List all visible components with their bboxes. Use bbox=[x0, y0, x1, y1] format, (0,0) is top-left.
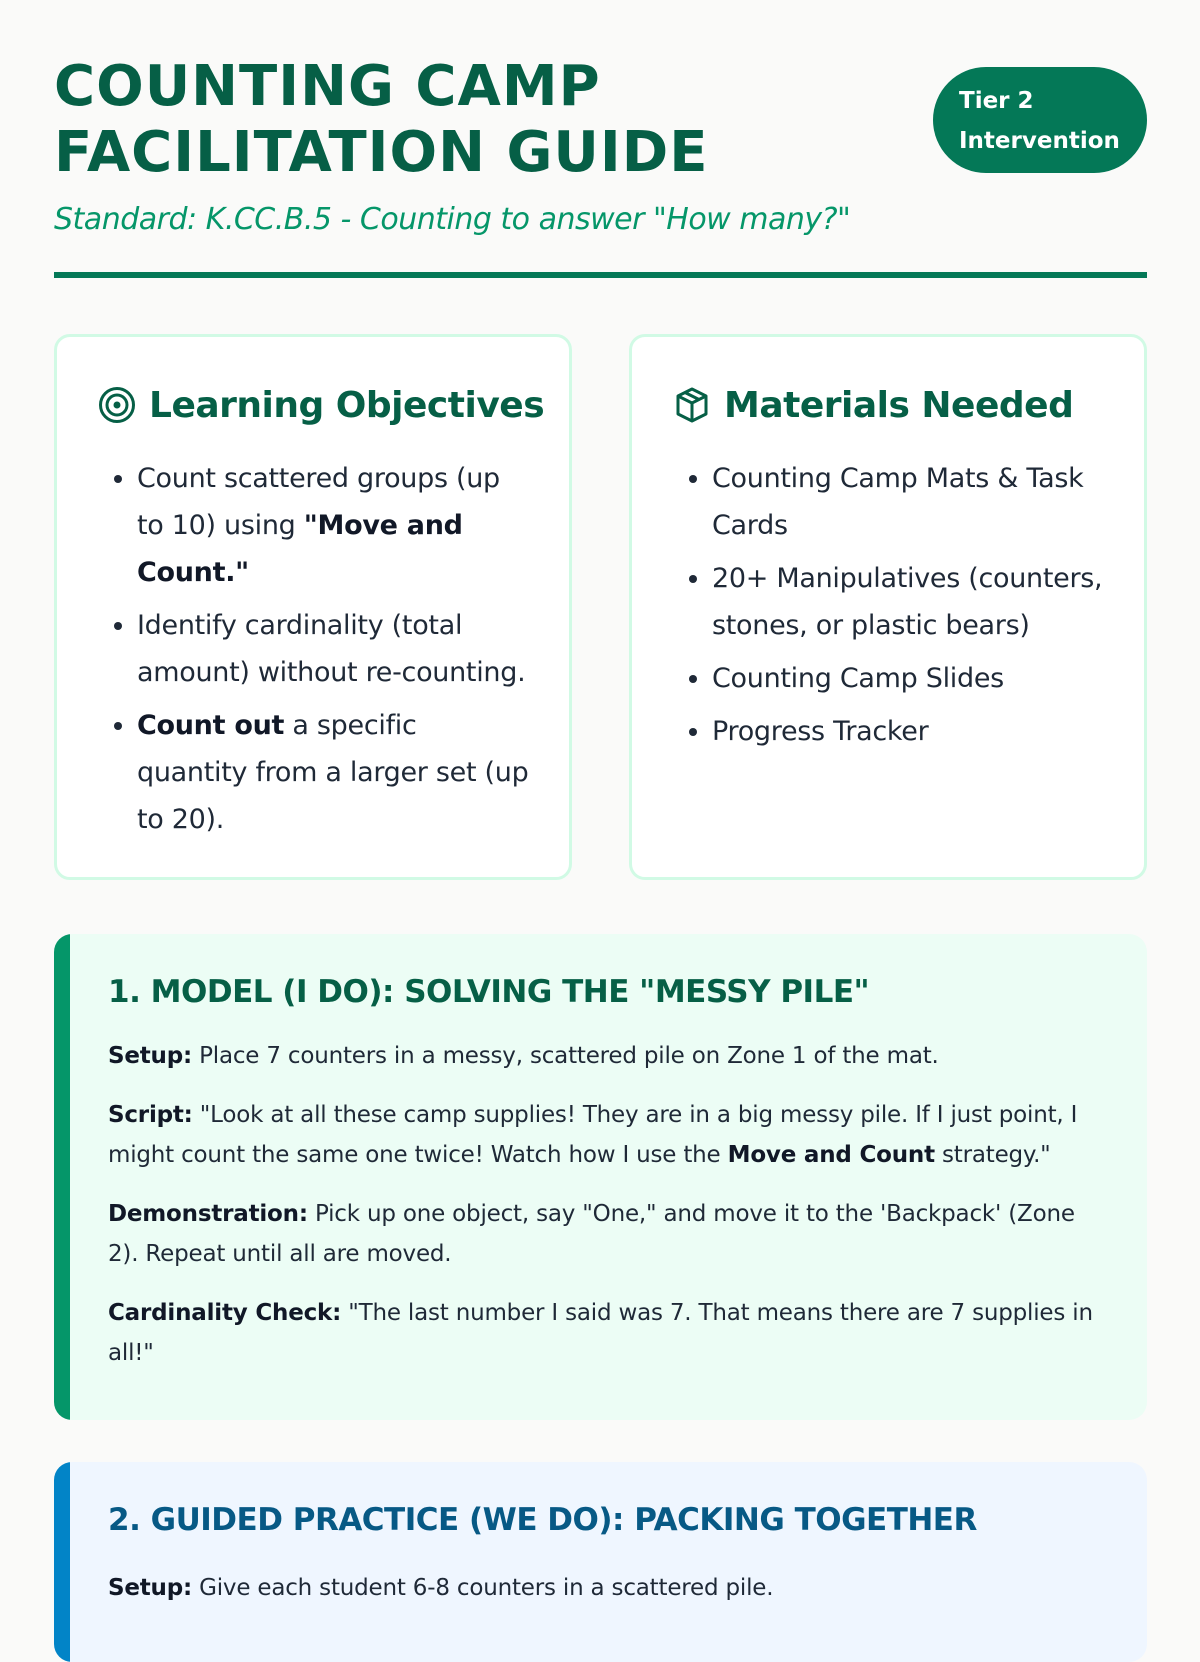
guided-section bbox=[54, 1462, 1147, 1662]
objectives-title: Learning Objectives bbox=[149, 384, 545, 426]
guide-page bbox=[54, 0, 1147, 1601]
material-item: • Counting Camp Mats & Task Cards bbox=[712, 455, 1104, 549]
info-cards bbox=[54, 334, 1147, 880]
material-item: • Counting Camp Slides bbox=[712, 655, 1104, 702]
materials-header bbox=[672, 377, 1104, 433]
model-script: Script: "Look at all these camp supplies! They are in a big messy pile. If I just point, I might count the same one twice! Watch how I use the Move and Count strategy." bbox=[108, 1102, 1078, 1168]
model-section bbox=[54, 934, 1147, 1420]
guide-header bbox=[54, 0, 1147, 282]
guided-setup: Setup: Give each student 6-8 counters in a scattered pile. bbox=[108, 1575, 774, 1601]
box-icon bbox=[672, 385, 712, 425]
model-demonstration: Demonstration: Pick up one object, say "One," and move it to the 'Backpack' (Zone 2). Repeat until all are moved. bbox=[108, 1201, 1075, 1267]
guided-heading: 2. GUIDED PRACTICE (WE DO): PACKING TOGETHER bbox=[108, 1502, 977, 1538]
model-heading: 1. MODEL (I DO): SOLVING THE "MESSY PILE" bbox=[108, 974, 870, 1010]
header-divider bbox=[54, 272, 1147, 278]
objectives-header bbox=[97, 377, 545, 433]
objective-item: • Count out a specific quantity from a larger set (up to 20). bbox=[137, 702, 529, 843]
objective-item: • Identify cardinality (total amount) without re-counting. bbox=[137, 602, 529, 696]
materials-card bbox=[629, 334, 1147, 880]
objectives-card bbox=[54, 334, 572, 880]
target-icon bbox=[97, 385, 137, 425]
material-item: • Progress Tracker bbox=[712, 708, 1104, 755]
model-setup: Setup: Place 7 counters in a messy, scattered pile on Zone 1 of the mat. bbox=[108, 1043, 939, 1069]
materials-list bbox=[672, 455, 1104, 755]
objective-item: • Count scattered groups (up to 10) using "Move and Count." bbox=[137, 455, 529, 596]
page-title: COUNTING CAMP FACILITATION GUIDE bbox=[54, 54, 709, 185]
model-cardinality-check: Cardinality Check: "The last number I said was 7. That means there are 7 supplies in all!" bbox=[108, 1300, 1093, 1366]
materials-title: Materials Needed bbox=[724, 384, 1074, 426]
standard-subtitle: Standard: K.CC.B.5 - Counting to answer "How many?" bbox=[54, 202, 851, 237]
tier-badge: Tier 2 Intervention bbox=[933, 67, 1147, 173]
material-item: • 20+ Manipulatives (counters, stones, or plastic bears) bbox=[712, 555, 1104, 649]
objectives-list bbox=[97, 455, 529, 843]
